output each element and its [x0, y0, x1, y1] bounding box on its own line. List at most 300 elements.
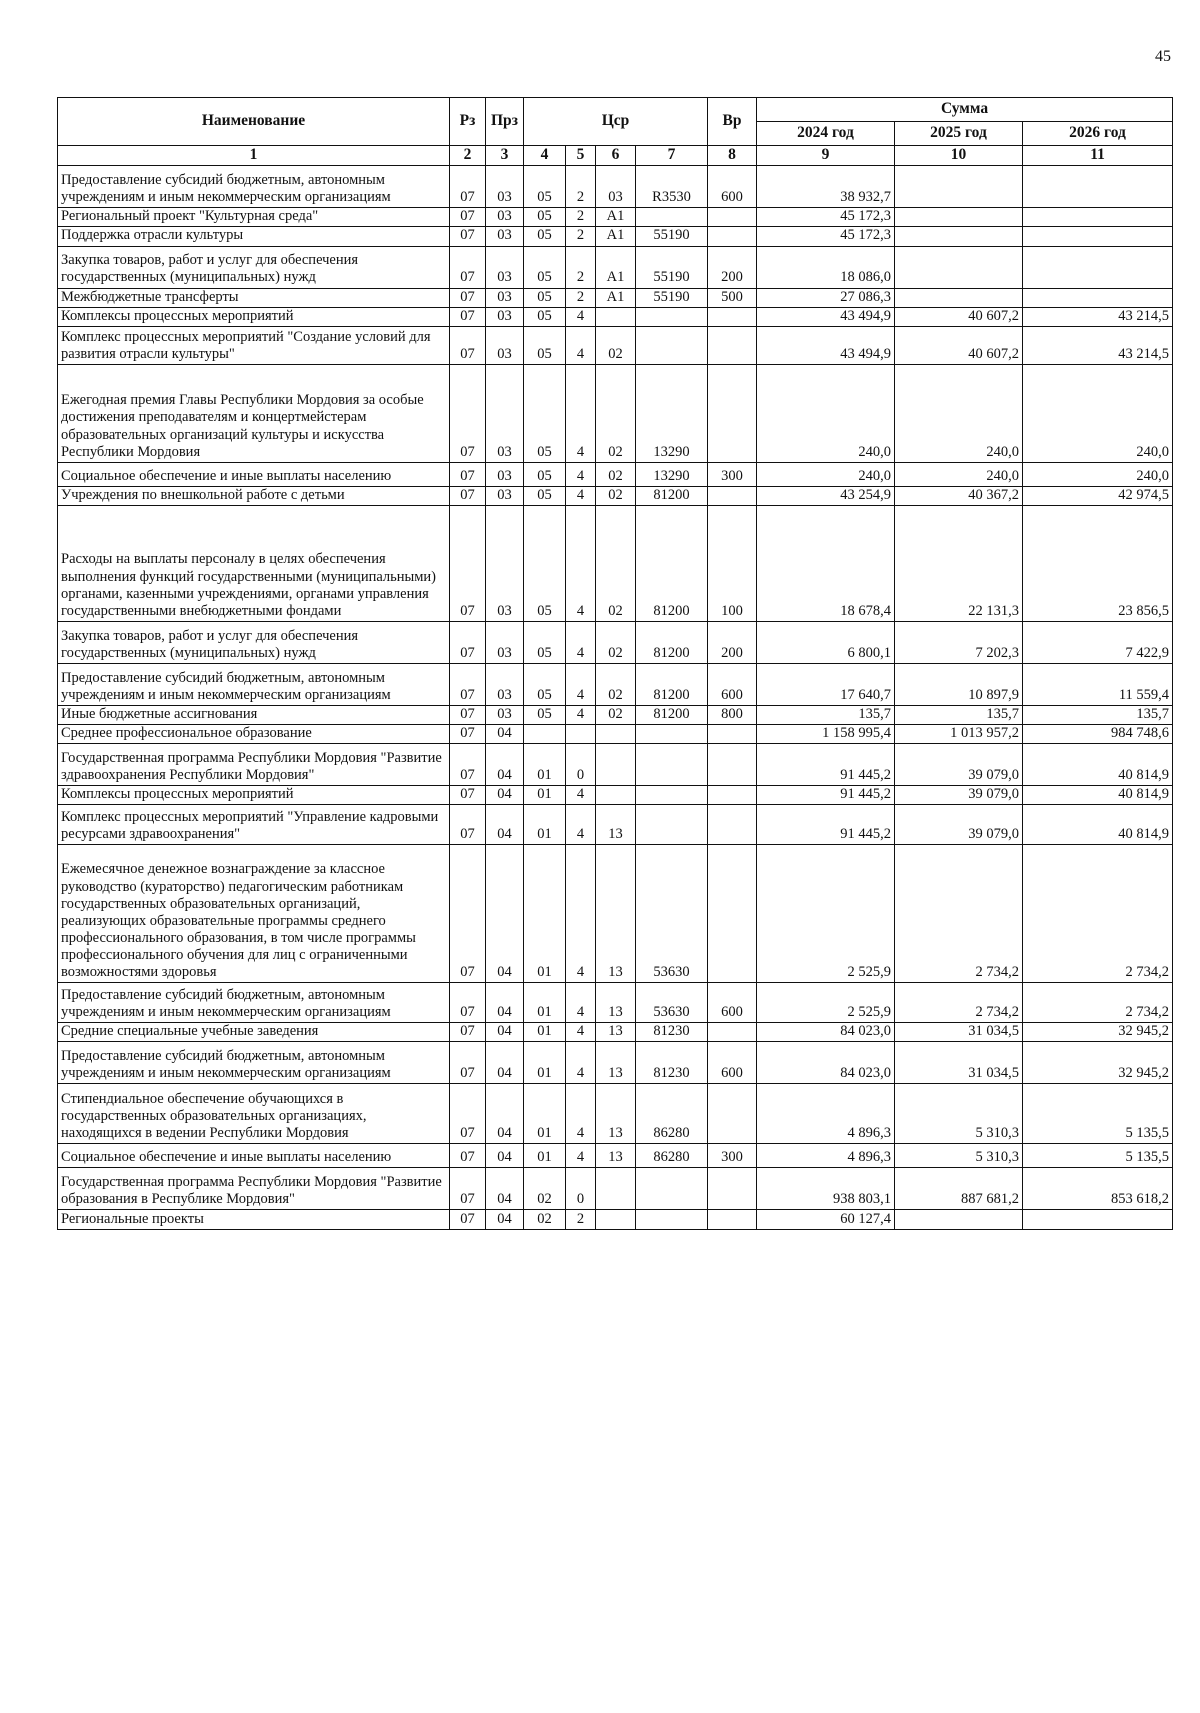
row-sum-2025: 40 607,2	[895, 307, 1023, 326]
row-sum-2024: 240,0	[757, 462, 895, 486]
row-sum-2024: 45 172,3	[757, 227, 895, 246]
column-number: 3	[486, 146, 524, 166]
row-name: Расходы на выплаты персоналу в целях обеспечения выполнения функций государственными (муниципальными) органами, казенными учреждениями, органами управления государственными внебюджетными фондами	[58, 505, 450, 621]
column-number: 4	[524, 146, 566, 166]
row-csr-direction	[636, 208, 708, 227]
row-csr-type: 4	[566, 786, 596, 805]
table-row	[58, 1144, 1173, 1168]
row-sum-2025: 22 131,3	[895, 505, 1023, 621]
row-csr-subprogram: 03	[596, 166, 636, 208]
row-name: Социальное обеспечение и иные выплаты населению	[58, 1144, 450, 1168]
row-csr-program: 05	[524, 462, 566, 486]
row-sum-2026: 42 974,5	[1023, 486, 1173, 505]
row-vr	[708, 364, 757, 462]
row-name: Комплекс процессных мероприятий "Управление кадровыми ресурсами здравоохранения"	[58, 805, 450, 845]
row-vr: 200	[708, 621, 757, 663]
row-vr	[708, 307, 757, 326]
row-rz: 07	[450, 364, 486, 462]
row-csr-program: 01	[524, 805, 566, 845]
row-name: Комплексы процессных мероприятий	[58, 307, 450, 326]
row-rz: 07	[450, 663, 486, 705]
row-rz: 07	[450, 462, 486, 486]
row-sum-2026: 40 814,9	[1023, 744, 1173, 786]
row-csr-subprogram: 02	[596, 326, 636, 364]
row-sum-2025: 240,0	[895, 462, 1023, 486]
row-sum-2026: 23 856,5	[1023, 505, 1173, 621]
row-sum-2024: 4 896,3	[757, 1084, 895, 1144]
header-year-2024: 2024 год	[757, 122, 895, 146]
row-vr: 600	[708, 166, 757, 208]
row-prz: 04	[486, 786, 524, 805]
row-sum-2026: 40 814,9	[1023, 805, 1173, 845]
row-sum-2024: 1 158 995,4	[757, 724, 895, 743]
row-name: Средние специальные учебные заведения	[58, 1023, 450, 1042]
row-sum-2024: 240,0	[757, 364, 895, 462]
row-prz: 03	[486, 462, 524, 486]
row-rz: 07	[450, 786, 486, 805]
row-name: Социальное обеспечение и иные выплаты населению	[58, 462, 450, 486]
row-csr-type: 4	[566, 621, 596, 663]
row-csr-direction	[636, 1210, 708, 1230]
row-sum-2026	[1023, 246, 1173, 288]
row-csr-subprogram	[596, 744, 636, 786]
row-name: Поддержка отрасли культуры	[58, 227, 450, 246]
row-sum-2026	[1023, 288, 1173, 307]
row-sum-2026: 11 559,4	[1023, 663, 1173, 705]
row-csr-direction: 55190	[636, 246, 708, 288]
table-row	[58, 326, 1173, 364]
table-row	[58, 505, 1173, 621]
row-sum-2025: 10 897,9	[895, 663, 1023, 705]
table-row	[58, 845, 1173, 983]
row-sum-2025: 7 202,3	[895, 621, 1023, 663]
table-row	[58, 724, 1173, 743]
row-sum-2026: 2 734,2	[1023, 845, 1173, 983]
table-row	[58, 246, 1173, 288]
row-sum-2024: 43 494,9	[757, 307, 895, 326]
row-rz: 07	[450, 505, 486, 621]
row-csr-direction: 81200	[636, 663, 708, 705]
row-csr-subprogram: 02	[596, 705, 636, 724]
row-csr-subprogram	[596, 1168, 636, 1210]
row-rz: 07	[450, 621, 486, 663]
row-csr-subprogram: 02	[596, 486, 636, 505]
row-vr: 800	[708, 705, 757, 724]
row-csr-direction: 81230	[636, 1023, 708, 1042]
row-csr-program: 01	[524, 744, 566, 786]
row-sum-2025: 31 034,5	[895, 1042, 1023, 1084]
row-prz: 03	[486, 621, 524, 663]
row-csr-subprogram	[596, 307, 636, 326]
row-csr-subprogram: 13	[596, 805, 636, 845]
table-row	[58, 1210, 1173, 1230]
row-csr-program: 05	[524, 705, 566, 724]
row-csr-type: 2	[566, 208, 596, 227]
row-csr-program: 01	[524, 1023, 566, 1042]
row-csr-subprogram: 13	[596, 1023, 636, 1042]
row-sum-2025: 40 607,2	[895, 326, 1023, 364]
row-sum-2025	[895, 1210, 1023, 1230]
row-csr-type: 4	[566, 805, 596, 845]
row-sum-2026: 984 748,6	[1023, 724, 1173, 743]
row-csr-subprogram: 02	[596, 364, 636, 462]
row-sum-2024: 60 127,4	[757, 1210, 895, 1230]
table-body	[58, 166, 1173, 1230]
row-rz: 07	[450, 227, 486, 246]
row-prz: 03	[486, 227, 524, 246]
row-csr-subprogram	[596, 1210, 636, 1230]
row-sum-2026: 43 214,5	[1023, 326, 1173, 364]
row-vr	[708, 486, 757, 505]
row-sum-2024: 2 525,9	[757, 983, 895, 1023]
row-csr-program: 05	[524, 166, 566, 208]
row-prz: 04	[486, 1168, 524, 1210]
row-sum-2024: 938 803,1	[757, 1168, 895, 1210]
row-sum-2025: 5 310,3	[895, 1084, 1023, 1144]
row-rz: 07	[450, 208, 486, 227]
row-csr-type: 4	[566, 1084, 596, 1144]
row-vr: 100	[708, 505, 757, 621]
row-name: Закупка товаров, работ и услуг для обеспечения государственных (муниципальных) нужд	[58, 246, 450, 288]
row-csr-direction: 55190	[636, 288, 708, 307]
row-csr-type: 4	[566, 705, 596, 724]
column-number: 6	[596, 146, 636, 166]
row-sum-2026	[1023, 227, 1173, 246]
table-row	[58, 983, 1173, 1023]
row-name: Государственная программа Республики Мордовия "Развитие образования в Республике Мордовия"	[58, 1168, 450, 1210]
page-number: 45	[1155, 48, 1171, 65]
row-csr-program: 05	[524, 364, 566, 462]
header-name: Наименование	[58, 98, 450, 146]
row-csr-direction: 53630	[636, 845, 708, 983]
row-rz: 07	[450, 744, 486, 786]
row-sum-2026: 2 734,2	[1023, 983, 1173, 1023]
row-sum-2026: 7 422,9	[1023, 621, 1173, 663]
row-csr-type	[566, 724, 596, 743]
row-sum-2025: 31 034,5	[895, 1023, 1023, 1042]
row-prz: 03	[486, 326, 524, 364]
row-prz: 04	[486, 1144, 524, 1168]
row-csr-direction: 81200	[636, 621, 708, 663]
row-sum-2026: 5 135,5	[1023, 1084, 1173, 1144]
table-row	[58, 1042, 1173, 1084]
row-csr-subprogram: 02	[596, 462, 636, 486]
row-prz: 04	[486, 845, 524, 983]
row-sum-2024: 43 494,9	[757, 326, 895, 364]
row-csr-type: 4	[566, 486, 596, 505]
row-rz: 07	[450, 486, 486, 505]
row-rz: 07	[450, 805, 486, 845]
row-sum-2025	[895, 246, 1023, 288]
row-prz: 03	[486, 663, 524, 705]
row-csr-program: 05	[524, 307, 566, 326]
row-csr-program: 01	[524, 845, 566, 983]
row-prz: 04	[486, 1084, 524, 1144]
row-sum-2026: 5 135,5	[1023, 1144, 1173, 1168]
table-row	[58, 166, 1173, 208]
row-name: Среднее профессиональное образование	[58, 724, 450, 743]
row-sum-2024: 2 525,9	[757, 845, 895, 983]
column-number: 9	[757, 146, 895, 166]
row-sum-2025: 39 079,0	[895, 805, 1023, 845]
row-csr-program: 01	[524, 1084, 566, 1144]
row-csr-subprogram: 13	[596, 1042, 636, 1084]
row-csr-direction: 81200	[636, 505, 708, 621]
row-name: Предоставление субсидий бюджетным, автономным учреждениям и иным некоммерческим организациям	[58, 663, 450, 705]
row-sum-2025: 39 079,0	[895, 744, 1023, 786]
row-rz: 07	[450, 1168, 486, 1210]
row-sum-2026: 240,0	[1023, 364, 1173, 462]
column-number: 2	[450, 146, 486, 166]
row-csr-direction: 86280	[636, 1144, 708, 1168]
row-csr-type: 2	[566, 227, 596, 246]
row-vr	[708, 1168, 757, 1210]
row-name: Стипендиальное обеспечение обучающихся в государственных образовательных организациях, находящихся в ведении Республики Мордовия	[58, 1084, 450, 1144]
row-csr-subprogram: 13	[596, 983, 636, 1023]
row-sum-2026: 40 814,9	[1023, 786, 1173, 805]
row-csr-direction: R3530	[636, 166, 708, 208]
row-vr: 300	[708, 1144, 757, 1168]
row-sum-2026: 135,7	[1023, 705, 1173, 724]
row-csr-subprogram: 02	[596, 505, 636, 621]
row-csr-program: 01	[524, 1042, 566, 1084]
row-csr-subprogram: 13	[596, 1084, 636, 1144]
row-rz: 07	[450, 166, 486, 208]
row-rz: 07	[450, 326, 486, 364]
row-csr-direction: 53630	[636, 983, 708, 1023]
row-csr-subprogram: А1	[596, 208, 636, 227]
row-name: Предоставление субсидий бюджетным, автономным учреждениям и иным некоммерческим организациям	[58, 1042, 450, 1084]
row-name: Ежегодная премия Главы Республики Мордовия за особые достижения преподавателям и концертмейстерам образовательных организаций культуры и искусства Республики Мордовия	[58, 364, 450, 462]
row-sum-2026	[1023, 208, 1173, 227]
row-name: Региональный проект "Культурная среда"	[58, 208, 450, 227]
row-sum-2025	[895, 208, 1023, 227]
row-csr-subprogram: 02	[596, 663, 636, 705]
row-rz: 07	[450, 1023, 486, 1042]
table-row	[58, 486, 1173, 505]
row-vr	[708, 1210, 757, 1230]
row-rz: 07	[450, 705, 486, 724]
row-name: Комплексы процессных мероприятий	[58, 786, 450, 805]
column-number: 1	[58, 146, 450, 166]
row-vr: 600	[708, 663, 757, 705]
row-sum-2025	[895, 166, 1023, 208]
table-header	[58, 98, 1173, 166]
row-rz: 07	[450, 1210, 486, 1230]
row-csr-program: 05	[524, 246, 566, 288]
row-sum-2025	[895, 288, 1023, 307]
row-prz: 03	[486, 166, 524, 208]
row-prz: 03	[486, 307, 524, 326]
row-name: Межбюджетные трансферты	[58, 288, 450, 307]
row-sum-2025: 2 734,2	[895, 845, 1023, 983]
row-csr-subprogram: А1	[596, 227, 636, 246]
row-csr-program: 01	[524, 983, 566, 1023]
row-rz: 07	[450, 1084, 486, 1144]
table-row	[58, 1023, 1173, 1042]
header-vr: Вр	[708, 98, 757, 146]
row-csr-program: 01	[524, 1144, 566, 1168]
row-vr: 600	[708, 983, 757, 1023]
header-csr: Цср	[524, 98, 708, 146]
row-vr	[708, 786, 757, 805]
row-csr-type: 4	[566, 1023, 596, 1042]
row-csr-type: 2	[566, 246, 596, 288]
row-sum-2024: 18 678,4	[757, 505, 895, 621]
row-csr-program: 05	[524, 288, 566, 307]
row-sum-2024: 91 445,2	[757, 805, 895, 845]
row-csr-program: 05	[524, 227, 566, 246]
header-year-2026: 2026 год	[1023, 122, 1173, 146]
row-name: Комплекс процессных мероприятий "Создание условий для развития отрасли культуры"	[58, 326, 450, 364]
row-rz: 07	[450, 288, 486, 307]
row-sum-2024: 18 086,0	[757, 246, 895, 288]
row-csr-type: 4	[566, 663, 596, 705]
row-csr-subprogram	[596, 724, 636, 743]
row-vr	[708, 805, 757, 845]
row-prz: 03	[486, 705, 524, 724]
row-csr-subprogram: А1	[596, 246, 636, 288]
table-row	[58, 744, 1173, 786]
row-vr	[708, 227, 757, 246]
row-csr-direction: 81200	[636, 705, 708, 724]
row-sum-2024: 91 445,2	[757, 786, 895, 805]
row-name: Закупка товаров, работ и услуг для обеспечения государственных (муниципальных) нужд	[58, 621, 450, 663]
column-numbers-row	[58, 146, 1173, 166]
row-vr	[708, 1084, 757, 1144]
row-sum-2024: 4 896,3	[757, 1144, 895, 1168]
row-csr-direction: 55190	[636, 227, 708, 246]
header-sum: Сумма	[757, 98, 1173, 122]
row-sum-2024: 27 086,3	[757, 288, 895, 307]
row-prz: 03	[486, 486, 524, 505]
row-csr-subprogram: 13	[596, 845, 636, 983]
row-csr-subprogram: 02	[596, 621, 636, 663]
row-vr: 500	[708, 288, 757, 307]
row-csr-type: 4	[566, 1144, 596, 1168]
row-sum-2026: 43 214,5	[1023, 307, 1173, 326]
row-csr-direction	[636, 1168, 708, 1210]
row-csr-subprogram	[596, 786, 636, 805]
row-prz: 03	[486, 505, 524, 621]
column-number: 10	[895, 146, 1023, 166]
row-prz: 03	[486, 208, 524, 227]
column-number: 5	[566, 146, 596, 166]
header-year-2025: 2025 год	[895, 122, 1023, 146]
row-sum-2026: 32 945,2	[1023, 1023, 1173, 1042]
row-vr	[708, 845, 757, 983]
row-rz: 07	[450, 307, 486, 326]
row-sum-2025: 240,0	[895, 364, 1023, 462]
row-csr-type: 4	[566, 462, 596, 486]
row-sum-2024: 84 023,0	[757, 1023, 895, 1042]
row-prz: 04	[486, 805, 524, 845]
row-csr-program: 05	[524, 208, 566, 227]
table-row	[58, 208, 1173, 227]
row-sum-2024: 45 172,3	[757, 208, 895, 227]
row-csr-type: 4	[566, 505, 596, 621]
row-csr-program: 05	[524, 326, 566, 364]
table-row	[58, 462, 1173, 486]
row-sum-2024: 6 800,1	[757, 621, 895, 663]
row-sum-2024: 38 932,7	[757, 166, 895, 208]
row-sum-2025: 2 734,2	[895, 983, 1023, 1023]
row-name: Государственная программа Республики Мордовия "Развитие здравоохранения Республики Мордовия"	[58, 744, 450, 786]
row-csr-type: 2	[566, 288, 596, 307]
row-csr-type: 0	[566, 744, 596, 786]
table-row	[58, 307, 1173, 326]
table-row	[58, 663, 1173, 705]
table-row	[58, 227, 1173, 246]
row-name: Предоставление субсидий бюджетным, автономным учреждениям и иным некоммерческим организациям	[58, 983, 450, 1023]
row-name: Иные бюджетные ассигнования	[58, 705, 450, 724]
row-csr-subprogram: 13	[596, 1144, 636, 1168]
row-csr-subprogram: А1	[596, 288, 636, 307]
row-prz: 04	[486, 1210, 524, 1230]
row-prz: 04	[486, 983, 524, 1023]
row-prz: 03	[486, 246, 524, 288]
row-csr-direction: 13290	[636, 364, 708, 462]
row-csr-type: 4	[566, 326, 596, 364]
row-csr-direction: 13290	[636, 462, 708, 486]
header-prz: Прз	[486, 98, 524, 146]
header-rz: Рз	[450, 98, 486, 146]
table-row	[58, 288, 1173, 307]
row-csr-type: 4	[566, 307, 596, 326]
row-prz: 04	[486, 724, 524, 743]
row-prz: 04	[486, 1042, 524, 1084]
row-prz: 03	[486, 288, 524, 307]
column-number: 7	[636, 146, 708, 166]
row-sum-2024: 17 640,7	[757, 663, 895, 705]
column-number: 8	[708, 146, 757, 166]
row-rz: 07	[450, 1042, 486, 1084]
row-csr-type: 4	[566, 1042, 596, 1084]
table-row	[58, 1084, 1173, 1144]
row-name: Региональные проекты	[58, 1210, 450, 1230]
row-csr-type: 4	[566, 845, 596, 983]
row-prz: 04	[486, 1023, 524, 1042]
table-row	[58, 805, 1173, 845]
row-csr-direction	[636, 786, 708, 805]
row-vr	[708, 1023, 757, 1042]
row-csr-program: 05	[524, 663, 566, 705]
row-sum-2026: 32 945,2	[1023, 1042, 1173, 1084]
row-csr-type: 0	[566, 1168, 596, 1210]
row-csr-type: 4	[566, 983, 596, 1023]
row-csr-direction	[636, 744, 708, 786]
row-prz: 04	[486, 744, 524, 786]
row-sum-2024: 135,7	[757, 705, 895, 724]
row-csr-program: 05	[524, 486, 566, 505]
row-vr	[708, 744, 757, 786]
row-rz: 07	[450, 983, 486, 1023]
row-rz: 07	[450, 845, 486, 983]
table-row	[58, 705, 1173, 724]
row-csr-direction: 81200	[636, 486, 708, 505]
row-sum-2025: 40 367,2	[895, 486, 1023, 505]
row-csr-direction: 86280	[636, 1084, 708, 1144]
row-sum-2024: 43 254,9	[757, 486, 895, 505]
row-csr-type: 2	[566, 1210, 596, 1230]
row-csr-direction	[636, 307, 708, 326]
row-name: Учреждения по внешкольной работе с детьми	[58, 486, 450, 505]
row-name: Ежемесячное денежное вознаграждение за классное руководство (кураторство) педагогическим работникам государственных образовательных организаций, реализующих образовательные программы среднего профессионального образования, в том числе программы профессионального обучения для лиц с ограниченными возможностями здоровья	[58, 845, 450, 983]
row-sum-2026: 240,0	[1023, 462, 1173, 486]
row-csr-direction	[636, 724, 708, 743]
row-csr-program	[524, 724, 566, 743]
row-csr-program: 05	[524, 505, 566, 621]
